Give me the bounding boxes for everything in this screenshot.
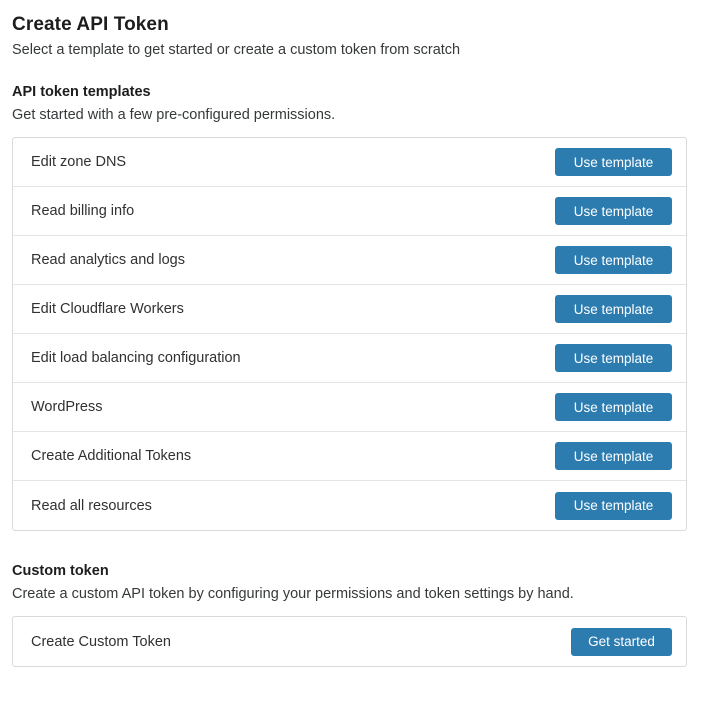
table-row bbox=[13, 236, 686, 285]
templates-section-description: Get started with a few pre-configured permissions. bbox=[12, 107, 336, 123]
template-name: Read all resources bbox=[31, 497, 152, 514]
template-name: Edit zone DNS bbox=[31, 154, 127, 170]
templates-section-title: API token templates bbox=[12, 84, 151, 100]
use-template-button[interactable]: Use template bbox=[555, 246, 672, 274]
table-row bbox=[13, 334, 686, 383]
template-name: Read billing info bbox=[31, 203, 135, 219]
table-row bbox=[13, 481, 686, 530]
table-row bbox=[13, 383, 686, 432]
use-template-button[interactable]: Use template bbox=[555, 492, 672, 520]
template-name: Read analytics and logs bbox=[31, 252, 185, 268]
custom-token-label: Create Custom Token bbox=[31, 633, 171, 650]
use-template-button[interactable]: Use template bbox=[555, 148, 672, 176]
table-row bbox=[13, 617, 686, 666]
api-token-templates-list bbox=[12, 137, 687, 531]
custom-token-card bbox=[12, 616, 687, 667]
custom-section-title: Custom token bbox=[12, 563, 109, 579]
custom-token-section bbox=[12, 563, 687, 667]
custom-section-description: Create a custom API token by configuring your permissions and token settings by hand. bbox=[12, 586, 574, 602]
table-row bbox=[13, 432, 686, 481]
use-template-button[interactable]: Use template bbox=[555, 344, 672, 372]
table-row bbox=[13, 138, 686, 187]
use-template-button[interactable]: Use template bbox=[555, 295, 672, 323]
table-row bbox=[13, 285, 686, 334]
page-title: Create API Token bbox=[12, 14, 169, 35]
get-started-button[interactable]: Get started bbox=[571, 628, 672, 656]
table-row bbox=[13, 187, 686, 236]
use-template-button[interactable]: Use template bbox=[555, 393, 672, 421]
template-name: Edit Cloudflare Workers bbox=[31, 301, 184, 317]
section-spacer bbox=[12, 531, 687, 563]
template-name: WordPress bbox=[31, 399, 103, 415]
use-template-button[interactable]: Use template bbox=[555, 442, 672, 470]
template-name: Edit load balancing configuration bbox=[31, 350, 241, 366]
template-name: Create Additional Tokens bbox=[31, 448, 192, 464]
use-template-button[interactable]: Use template bbox=[555, 197, 672, 225]
page-subtitle: Select a template to get started or create a custom token from scratch bbox=[12, 42, 461, 58]
